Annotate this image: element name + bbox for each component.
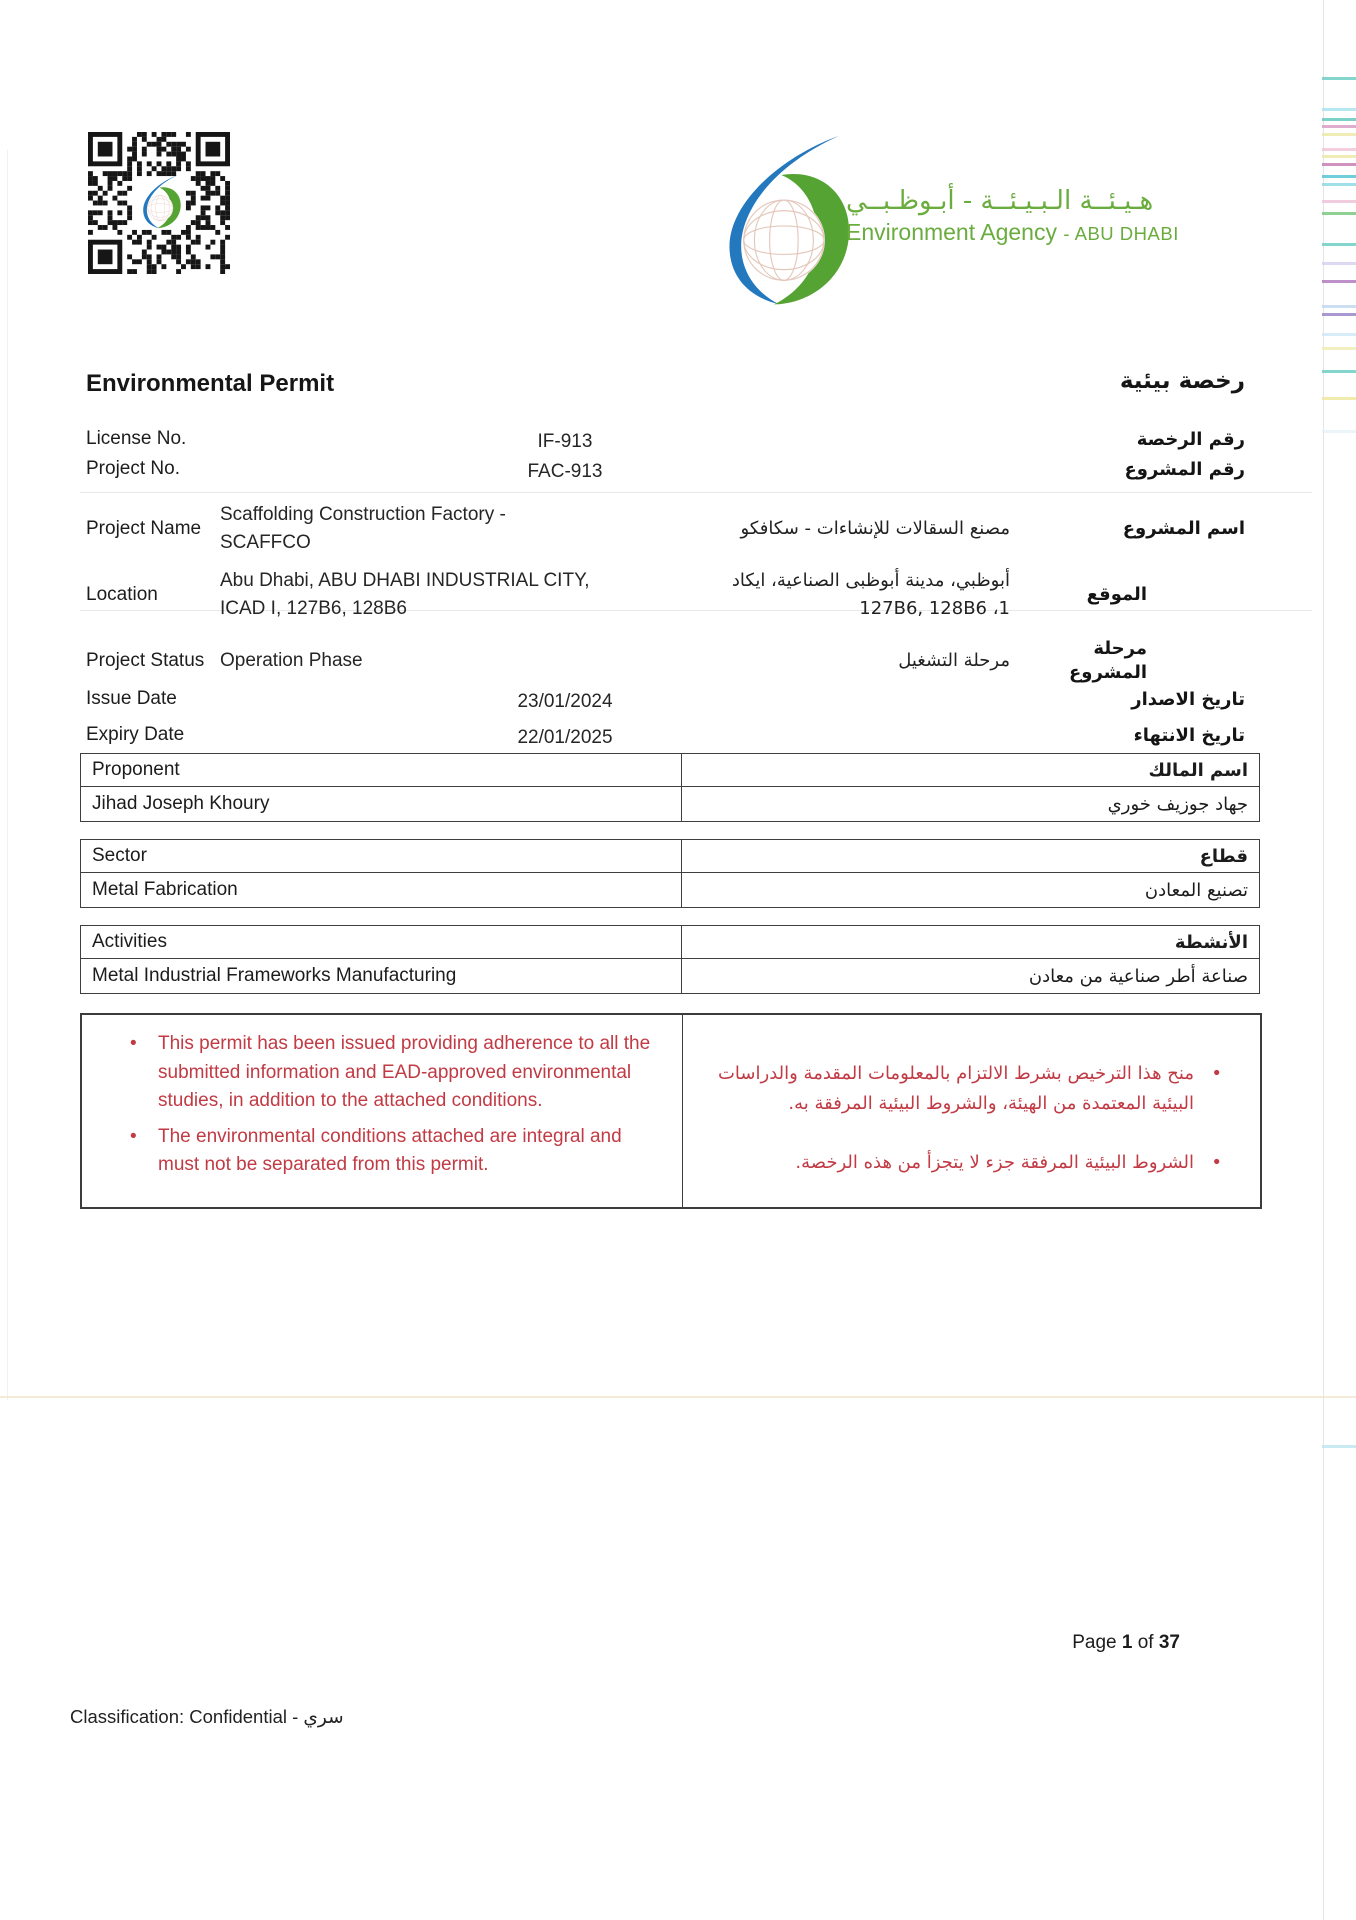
- table-header-ar: الأنشطة: [682, 926, 1259, 959]
- table-header-en: Sector: [81, 840, 682, 873]
- scan-artifact-tick: [1322, 125, 1356, 128]
- scan-artifact-tick: [1322, 148, 1356, 151]
- scan-artifact-tick: [1322, 370, 1356, 373]
- field-label: Project Status: [86, 650, 205, 671]
- page-title-en: Environmental Permit: [86, 370, 335, 397]
- table-value-ar: جهاد جوزيف خوري: [1107, 793, 1248, 815]
- scan-artifact-tick: [1322, 280, 1356, 283]
- table-value-en: Metal Fabrication: [81, 873, 682, 907]
- notice-english: [82, 1015, 683, 1208]
- field-value: IF-913: [537, 431, 593, 452]
- field-value: Scaffolding Construction Factory - SCAFFCO: [220, 503, 506, 553]
- scan-artifact-tick: [1322, 305, 1356, 308]
- table-value-en: Metal Industrial Frameworks Manufacturing: [81, 959, 682, 993]
- notice-bullet: • الشروط البيئية المرفقة جزء لا يتجزأ من هذه الرخصة.: [709, 1148, 1230, 1178]
- field-value: FAC-913: [527, 461, 603, 482]
- field-label: Issue Date: [86, 688, 177, 709]
- table-value-ar: صناعة أطر صناعية من معادن: [1028, 965, 1248, 987]
- scan-artifact-tick: [1322, 1445, 1356, 1448]
- field-row-issue-date: [86, 688, 1245, 724]
- field-label-ar: رقم المشروع: [1124, 459, 1245, 480]
- scan-artifact-tick: [1322, 155, 1356, 158]
- ead-logo-text: [846, 186, 1256, 247]
- table-value-en: Jihad Joseph Khoury: [81, 787, 682, 821]
- page-title-ar: رخصة بيئية: [1119, 368, 1245, 394]
- field-row-location: [86, 560, 1245, 630]
- field-value: Operation Phase: [220, 649, 363, 671]
- notice-bullet: • This permit has been issued providing adherence to all the submitted information and EAD-approved environmental studies, in addition to the attached conditions.: [126, 1030, 654, 1116]
- scan-artifact-tick: [1322, 183, 1356, 186]
- notice-bullet: • The environmental conditions attached are integral and must not be separated from this permit.: [126, 1123, 654, 1180]
- scan-artifact-tick: [1322, 212, 1356, 215]
- sector-table: [80, 839, 1260, 908]
- scan-artifact-tick: [1322, 77, 1356, 80]
- field-row-project-name: [86, 498, 1245, 560]
- qr-code: [88, 132, 230, 274]
- field-label-ar: تاريخ الاصدار: [1131, 689, 1245, 710]
- scan-artifact-tick: [1322, 163, 1356, 166]
- scan-artifact-tick: [1322, 347, 1356, 350]
- scan-artifact-hline: [0, 1396, 1356, 1398]
- field-label: Project Name: [86, 518, 202, 539]
- field-value-ar: مرحلة التشغيل: [898, 650, 1010, 672]
- field-row-license-no: [86, 428, 1245, 458]
- field-value: Abu Dhabi, ABU DHABI INDUSTRIAL CITY, ICAD I, 127B6, 128B6: [220, 569, 590, 619]
- scan-artifact-tick: [1322, 397, 1356, 400]
- table-header-en: Proponent: [81, 754, 682, 787]
- scan-artifact-tick: [1322, 200, 1356, 203]
- scan-artifact-tick: [1322, 262, 1356, 265]
- scan-artifact-tick: [1322, 430, 1356, 433]
- proponent-table: [80, 753, 1260, 822]
- field-label-ar: اسم المشروع: [1122, 517, 1245, 539]
- scan-artifact-left-line: [7, 150, 8, 1400]
- scan-artifact-tick: [1322, 333, 1356, 336]
- table-header-en: Activities: [81, 926, 682, 959]
- notice-bullet: • منح هذا الترخيص بشرط الالتزام بالمعلومات المقدمة والدراسات البيئية المعتمدة من الهيئة، والشروط البيئية المرفقة به.: [709, 1059, 1230, 1118]
- field-label: Location: [86, 584, 158, 605]
- field-value-ar: مصنع السقالات للإنشاءات - سكافكو: [740, 518, 1010, 540]
- field-value: 22/01/2025: [517, 727, 613, 748]
- field-label: Expiry Date: [86, 724, 185, 745]
- scan-artifact-tick: [1322, 175, 1356, 178]
- permit-fields: [86, 428, 1245, 760]
- table-header-ar: اسم المالك: [682, 754, 1259, 787]
- scan-artifact-tick: [1322, 118, 1356, 121]
- field-label: Project No.: [86, 458, 180, 479]
- classification-label: Classification: Confidential - سري: [70, 1706, 344, 1727]
- notice-arabic: [683, 1015, 1260, 1208]
- field-row-project-status: [86, 634, 1245, 688]
- ead-logo-english: Environment Agency - ABU DHABI: [846, 219, 1179, 246]
- field-row-project-no: [86, 458, 1245, 488]
- scan-artifact-tick: [1322, 243, 1356, 246]
- field-value-ar: أبوظبي، مدينة أبوظبى الصناعية، ايكاد 1، 127B6, 128B6: [731, 570, 1010, 619]
- ead-logo-arabic: هـيـئــة الـبـيـئــة - أبـوظـبــي: [846, 186, 1154, 216]
- scan-artifact-tick: [1322, 313, 1356, 316]
- table-value-ar: تصنيع المعادن: [1144, 879, 1248, 901]
- scan-artifact-tick: [1322, 133, 1356, 136]
- field-value: 23/01/2024: [517, 691, 613, 712]
- scan-artifact-vline: [1323, 0, 1324, 1920]
- field-label-ar: رقم الرخصة: [1136, 429, 1245, 450]
- field-label-ar: مرحلة المشروع: [1069, 637, 1147, 683]
- qr-center-logo-icon: [132, 174, 188, 230]
- conditions-notice-box: [80, 1013, 1262, 1209]
- field-label: License No.: [86, 428, 187, 449]
- table-header-ar: قطاع: [682, 840, 1259, 873]
- scan-artifact-tick: [1322, 108, 1356, 111]
- page-number: Page 1 of 37: [1072, 1632, 1180, 1653]
- activities-table: [80, 925, 1260, 994]
- field-label-ar: تاريخ الانتهاء: [1133, 725, 1245, 746]
- field-label-ar: الموقع: [1086, 583, 1147, 605]
